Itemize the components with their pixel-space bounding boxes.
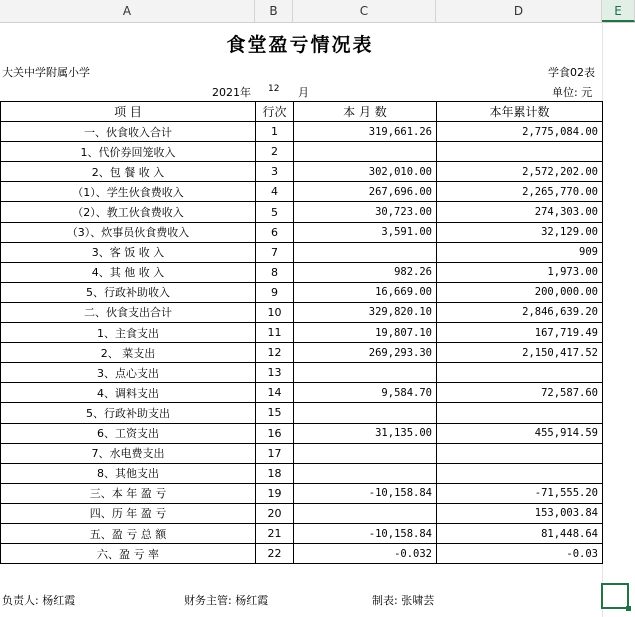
row-number-cell[interactable]: 15 xyxy=(256,403,294,423)
row-year-total-cell[interactable]: 2,150,417.52 xyxy=(437,343,603,363)
row-number-cell[interactable]: 3 xyxy=(256,162,294,182)
table-row xyxy=(1,343,603,363)
row-number-cell[interactable]: 4 xyxy=(256,182,294,202)
row-year-total-cell[interactable]: 2,846,639.20 xyxy=(437,302,603,322)
table-row xyxy=(1,503,603,523)
row-item-cell[interactable]: 六、盈 亏 率 xyxy=(1,544,256,564)
row-this-month-cell[interactable]: -10,158.84 xyxy=(294,523,437,543)
table-row xyxy=(1,383,603,403)
row-year-total-cell[interactable]: 2,775,084.00 xyxy=(437,122,603,142)
row-this-month-cell[interactable] xyxy=(294,142,437,162)
row-this-month-cell[interactable]: 267,696.00 xyxy=(294,182,437,202)
table-row xyxy=(1,323,603,343)
row-item-cell[interactable]: 一、伙食收入合计 xyxy=(1,122,256,142)
table-row xyxy=(1,523,603,543)
column-header-a[interactable]: A xyxy=(0,0,255,22)
row-item-cell[interactable]: 7、水电费支出 xyxy=(1,443,256,463)
row-number-cell[interactable]: 12 xyxy=(256,343,294,363)
table-row xyxy=(1,202,603,222)
footer-responsible[interactable]: 负责人: 杨红霞 xyxy=(2,594,76,607)
school-name[interactable]: 大关中学附属小学 xyxy=(2,66,90,79)
row-number-cell[interactable]: 5 xyxy=(256,202,294,222)
row-year-total-cell[interactable]: 455,914.59 xyxy=(437,423,603,443)
row-year-total-cell[interactable] xyxy=(437,403,603,423)
row-year-total-cell[interactable]: 81,448.64 xyxy=(437,523,603,543)
row-this-month-cell[interactable]: 269,293.30 xyxy=(294,343,437,363)
row-item-cell[interactable]: 2、 菜支出 xyxy=(1,343,256,363)
row-item-cell[interactable]: 4、其 他 收 入 xyxy=(1,262,256,282)
row-item-cell[interactable]: 四、历 年 盈 亏 xyxy=(1,503,256,523)
row-this-month-cell[interactable]: 31,135.00 xyxy=(294,423,437,443)
row-this-month-cell[interactable]: 302,010.00 xyxy=(294,162,437,182)
row-item-cell[interactable]: 5、行政补助支出 xyxy=(1,403,256,423)
row-this-month-cell[interactable]: 9,584.70 xyxy=(294,383,437,403)
row-this-month-cell[interactable]: 319,661.26 xyxy=(294,122,437,142)
row-this-month-cell[interactable]: 19,807.10 xyxy=(294,323,437,343)
row-this-month-cell[interactable]: 16,669.00 xyxy=(294,282,437,302)
row-this-month-cell[interactable] xyxy=(294,363,437,383)
row-item-cell[interactable]: 3、客 饭 收 入 xyxy=(1,242,256,262)
row-item-cell[interactable]: （1）、学生伙食费收入 xyxy=(1,182,256,202)
column-header-d[interactable]: D xyxy=(436,0,602,22)
row-item-cell[interactable]: （2）、教工伙食费收入 xyxy=(1,202,256,222)
table-row xyxy=(1,302,603,322)
table-row xyxy=(1,463,603,483)
row-this-month-cell[interactable]: -10,158.84 xyxy=(294,483,437,503)
table-row xyxy=(1,483,603,503)
row-number-cell[interactable]: 8 xyxy=(256,262,294,282)
table-header-row xyxy=(1,102,603,122)
row-year-total-cell[interactable] xyxy=(437,463,603,483)
row-year-total-cell[interactable]: 2,265,770.00 xyxy=(437,182,603,202)
row-number-cell[interactable]: 1 xyxy=(256,122,294,142)
row-number-cell[interactable]: 19 xyxy=(256,483,294,503)
table-row xyxy=(1,423,603,443)
row-year-total-cell[interactable]: 2,572,202.00 xyxy=(437,162,603,182)
column-header-bar xyxy=(0,0,635,23)
form-code[interactable]: 学食02表 xyxy=(548,66,595,79)
row-number-cell[interactable]: 22 xyxy=(256,544,294,564)
row-item-cell[interactable]: 五、盈 亏 总 额 xyxy=(1,523,256,543)
column-header-c[interactable]: C xyxy=(293,0,436,22)
row-year-total-cell[interactable]: 32,129.00 xyxy=(437,222,603,242)
row-item-cell[interactable]: 二、伙食支出合计 xyxy=(1,302,256,322)
row-year-total-cell[interactable]: 167,719.49 xyxy=(437,323,603,343)
footer-preparer[interactable]: 制表: 张啸芸 xyxy=(372,594,435,607)
row-item-cell[interactable]: 3、点心支出 xyxy=(1,363,256,383)
row-number-cell[interactable]: 16 xyxy=(256,423,294,443)
row-this-month-cell[interactable] xyxy=(294,403,437,423)
row-year-total-cell[interactable]: 1,973.00 xyxy=(437,262,603,282)
table-row xyxy=(1,443,603,463)
row-item-cell[interactable]: 1、主食支出 xyxy=(1,323,256,343)
row-number-cell[interactable]: 17 xyxy=(256,443,294,463)
year-label[interactable]: 2021年 xyxy=(212,86,251,99)
header-year-total[interactable]: 本年累计数 xyxy=(437,102,603,122)
table-row xyxy=(1,544,603,564)
table-row xyxy=(1,403,603,423)
row-item-cell[interactable]: 5、行政补助收入 xyxy=(1,282,256,302)
table-row xyxy=(1,162,603,182)
row-year-total-cell[interactable] xyxy=(437,443,603,463)
row-year-total-cell[interactable]: 274,303.00 xyxy=(437,202,603,222)
column-header-b[interactable]: B xyxy=(255,0,293,22)
row-this-month-cell[interactable]: -0.032 xyxy=(294,544,437,564)
header-item[interactable]: 项 目 xyxy=(1,102,256,122)
row-item-cell[interactable]: 2、包 餐 收 入 xyxy=(1,162,256,182)
sheet-title[interactable]: 食堂盈亏情况表 xyxy=(226,34,374,56)
row-item-cell[interactable]: 1、代价券回笼收入 xyxy=(1,142,256,162)
profit-loss-table xyxy=(0,101,603,564)
row-item-cell[interactable]: 8、其他支出 xyxy=(1,463,256,483)
row-number-cell[interactable]: 21 xyxy=(256,523,294,543)
row-year-total-cell[interactable]: 909 xyxy=(437,242,603,262)
row-this-month-cell[interactable]: 30,723.00 xyxy=(294,202,437,222)
row-number-cell[interactable]: 11 xyxy=(256,323,294,343)
row-year-total-cell[interactable] xyxy=(437,363,603,383)
row-item-cell[interactable]: 6、工资支出 xyxy=(1,423,256,443)
row-number-cell[interactable]: 20 xyxy=(256,503,294,523)
row-item-cell[interactable]: （3）、炊事员伙食费收入 xyxy=(1,222,256,242)
row-this-month-cell[interactable] xyxy=(294,242,437,262)
unit-label[interactable]: 单位: 元 xyxy=(552,86,593,99)
row-number-cell[interactable]: 6 xyxy=(256,222,294,242)
row-this-month-cell[interactable]: 3,591.00 xyxy=(294,222,437,242)
table-row xyxy=(1,262,603,282)
header-row-no[interactable]: 行次 xyxy=(256,102,294,122)
column-header-e[interactable]: E xyxy=(602,0,635,22)
row-number-cell[interactable]: 13 xyxy=(256,363,294,383)
row-number-cell[interactable]: 18 xyxy=(256,463,294,483)
table-row xyxy=(1,222,603,242)
row-this-month-cell[interactable] xyxy=(294,443,437,463)
table-row xyxy=(1,282,603,302)
row-year-total-cell[interactable]: -0.03 xyxy=(437,544,603,564)
row-number-cell[interactable]: 2 xyxy=(256,142,294,162)
month-value[interactable]: 12 xyxy=(268,84,280,94)
row-year-total-cell[interactable]: 153,003.84 xyxy=(437,503,603,523)
row-year-total-cell[interactable]: -71,555.20 xyxy=(437,483,603,503)
row-number-cell[interactable]: 10 xyxy=(256,302,294,322)
row-item-cell[interactable]: 4、调料支出 xyxy=(1,383,256,403)
row-number-cell[interactable]: 14 xyxy=(256,383,294,403)
footer-finance[interactable]: 财务主管: 杨红霞 xyxy=(184,594,269,607)
table-row xyxy=(1,182,603,202)
row-this-month-cell[interactable] xyxy=(294,463,437,483)
table-row xyxy=(1,122,603,142)
month-label[interactable]: 月 xyxy=(298,86,309,99)
table-row xyxy=(1,142,603,162)
row-year-total-cell[interactable] xyxy=(437,142,603,162)
row-number-cell[interactable]: 9 xyxy=(256,282,294,302)
row-this-month-cell[interactable]: 982.26 xyxy=(294,262,437,282)
row-year-total-cell[interactable]: 200,000.00 xyxy=(437,282,603,302)
header-this-month[interactable]: 本 月 数 xyxy=(294,102,437,122)
row-year-total-cell[interactable]: 72,587.60 xyxy=(437,383,603,403)
table-row xyxy=(1,242,603,262)
row-number-cell[interactable]: 7 xyxy=(256,242,294,262)
selected-cell[interactable] xyxy=(601,583,629,609)
table-row xyxy=(1,363,603,383)
row-this-month-cell[interactable] xyxy=(294,503,437,523)
row-item-cell[interactable]: 三、本 年 盈 亏 xyxy=(1,483,256,503)
row-this-month-cell[interactable]: 329,820.10 xyxy=(294,302,437,322)
